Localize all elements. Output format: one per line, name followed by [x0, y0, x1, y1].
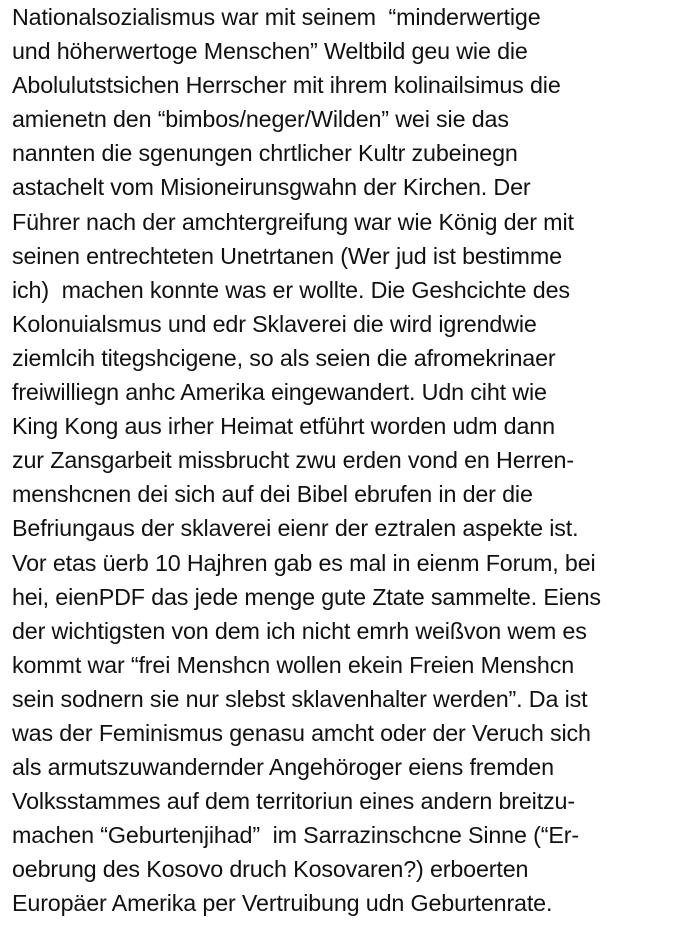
text-line: sein sodnern sie nur slebst sklavenhalter werden”. Da ist	[12, 685, 588, 712]
text-line: was der Feminismus genasu amcht oder der Veruch sich	[12, 719, 591, 746]
text-line: machen “Geburtenjihad” im Sarrazinschcne Sinne (“Er-	[12, 822, 579, 849]
text-line: oebrung des Kosovo druch Kosovaren?) erboerten	[12, 856, 529, 883]
text-line: freiwilliegn anhc Amerika eingewandert. Udn ciht wie	[12, 379, 547, 406]
text-line: astachelt vom Misioneirunsgwahn der Kirchen. Der	[12, 174, 531, 201]
text-line: als armutszuwandernder Angehöroger eiens fremden	[12, 754, 554, 781]
text-line: Nationalsozialismus war mit seinem “minderwertige	[12, 4, 541, 30]
body-text	[12, 0, 682, 921]
text-line: ich) machen konnte was er wollte. Die Geshcichte des	[12, 276, 570, 303]
text-line: ziemlcih titegshcigene, so als seien die afromekrinaer	[12, 344, 556, 371]
text-line: Kolonuialsmus und edr Sklaverei die wird igrendwie	[12, 310, 537, 337]
text-line: amienetn den “bimbos/neger/Wilden” wei sie das	[12, 106, 509, 133]
text-line: seinen entrechteten Unetrtanen (Wer jud ist bestimme	[12, 242, 562, 269]
text-line: kommt war “frei Menshcn wollen ekein Freien Menshcn	[12, 651, 575, 678]
text-line: Abolulutstsichen Herrscher mit ihrem kolinailsimus die	[12, 72, 561, 99]
text-line: Befriungaus der sklaverei eienr der eztralen aspekte ist.	[12, 515, 579, 542]
text-line: Europäer Amerika per Vertruibung udn Geburtenrate.	[12, 890, 553, 917]
text-line: und höherwertoge Menschen” Weltbild geu wie die	[12, 38, 528, 65]
text-line: Volksstammes auf dem territoriun eines andern breitzu-	[12, 788, 575, 815]
text-line: der wichtigsten von dem ich nicht emrh weißvon wem es	[12, 617, 587, 644]
text-line: nannten die sgenungen chrtlicher Kultr zubeinegn	[12, 140, 518, 167]
text-line: hei, eienPDF das jede menge gute Ztate sammelte. Eiens	[12, 583, 601, 610]
text-line: zur Zansgarbeit missbrucht zwu erden vond en Herren-	[12, 447, 574, 474]
text-line: menshcnen dei sich auf dei Bibel ebrufen in der die	[12, 481, 533, 508]
text-line: Vor etas üerb 10 Hajhren gab es mal in eienm Forum, bei	[12, 549, 596, 576]
text-line: Führer nach der amchtergreifung war wie König der mit	[12, 208, 574, 235]
text-line: King Kong aus irher Heimat etführt worden udm dann	[12, 413, 555, 440]
